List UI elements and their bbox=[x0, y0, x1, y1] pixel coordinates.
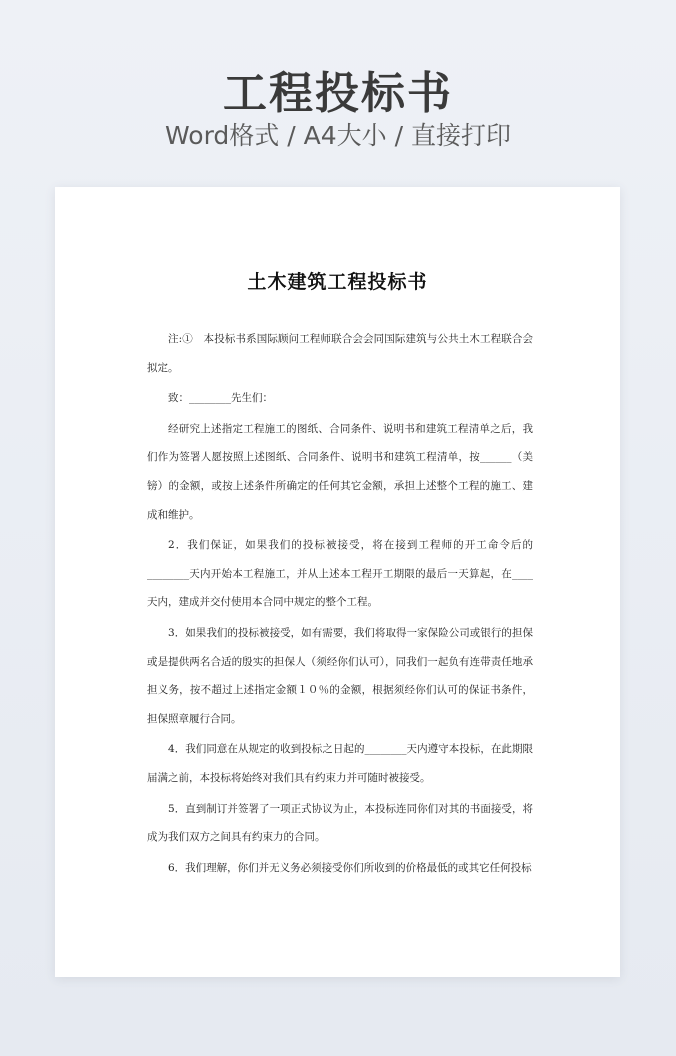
document-paragraph-5: 5．直到制订并签署了一项正式协议为止，本投标连同你们对其的书面接受，将成为我们双方之间具有约束力的合同。 bbox=[147, 802, 533, 844]
document-paragraph-6: 6．我们理解，你们并无义务必须接受你们所收到的价格最低的或其它任何投标 bbox=[168, 861, 532, 874]
document-title: 土木建筑工程投标书 bbox=[247, 271, 428, 293]
document-paragraph-4: 4．我们同意在从规定的收到投标之日起的________天内遵守本投标，在此期限届满之前，本投标将始终对我们具有约束力并可随时被接受。 bbox=[147, 743, 533, 784]
page-subtitle: Word格式 / A4大小 / 直接打印 bbox=[165, 121, 511, 150]
document-page bbox=[55, 187, 620, 977]
document-paragraph-salutation: 致：________先生们： bbox=[168, 392, 273, 405]
document-body bbox=[147, 325, 533, 884]
document-paragraph-3: 3．如果我们的投标被接受，如有需要，我们将取得一家保险公司或银行的担保或是提供两名合适的殷实的担保人（须经你们认可），同我们一起负有连带责任地承担义务，按不超过上述指定金额１０％的金额，根据须经你们认可的保证书条件，担保照章履行合同。 bbox=[147, 626, 533, 725]
document-paragraph-1: 经研究上述指定工程施工的图纸、合同条件、说明书和建筑工程清单之后，我们作为签署人愿按照上述图纸、合同条件、说明书和建筑工程清单，按______（美镑）的金额，或按上述条件所确定的任何其它金额，承担上述整个工程的施工、建成和维护。 bbox=[147, 422, 533, 521]
page-title: 工程投标书 bbox=[223, 68, 453, 119]
document-paragraph-2: 2．我们保证，如果我们的投标被接受，将在接到工程师的开工命令后的________天内开始本工程施工，并从上述本工程开工期限的最后一天算起，在____天内，建成并交付使用本合同中规定的整个工程。 bbox=[147, 539, 533, 609]
document-paragraph-note: 注:① 本投标书系国际顾问工程师联合会会同国际建筑与公共土木工程联合会拟定。 bbox=[147, 333, 533, 374]
